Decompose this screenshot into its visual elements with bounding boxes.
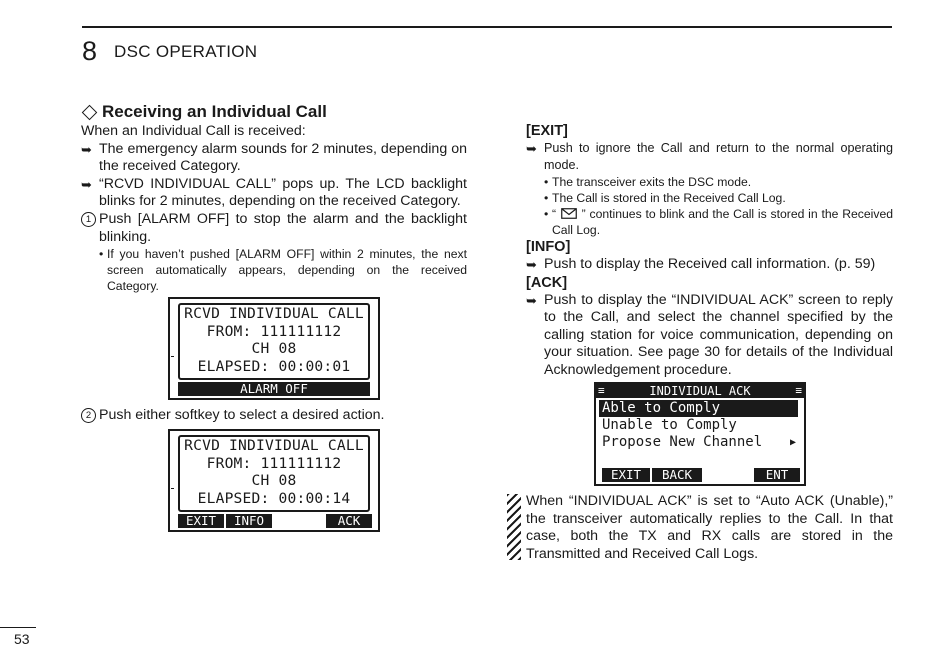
exit-softkey[interactable]: EXIT	[602, 468, 650, 482]
ack-title: INDIVIDUAL ACK	[649, 384, 751, 398]
chapter-title: DSC OPERATION	[114, 42, 258, 61]
bullet-text: The Call is stored in the Received Call Log.	[552, 191, 786, 205]
lcd-screen-received	[168, 429, 380, 532]
section-title: Receiving an Individual Call	[102, 102, 327, 121]
bullet-text: The transceiver exits the DSC mode.	[552, 175, 752, 189]
section-intro: When an Individual Call is received:	[81, 123, 306, 139]
exit-text: Push to ignore the Call and return to the normal operating mode.	[544, 141, 893, 172]
bullet-icon: •	[544, 207, 549, 221]
step-1-note	[81, 246, 467, 294]
bullet-icon: •	[99, 247, 104, 262]
lcd-line: FROM: 111111112	[206, 322, 342, 340]
alarm-off-softkey[interactable]: ALARM OFF	[240, 381, 308, 396]
bullet-text: If you haven’t pushed [ALARM OFF] within 2 minutes, the next screen automatically appears, depending on the received Category.	[107, 247, 467, 294]
arrow-icon: ➥	[81, 176, 92, 192]
bullet-icon: •	[544, 175, 549, 189]
section-heading	[81, 102, 467, 122]
lcd-display	[178, 435, 370, 512]
info-description	[526, 256, 893, 274]
info-softkey[interactable]: INFO	[226, 514, 272, 528]
lcd-line: CH 08	[251, 472, 297, 489]
lcd-screen-alarm	[168, 297, 380, 400]
menu-icon: ≡	[598, 384, 605, 397]
exit-description	[526, 140, 893, 174]
note-text: When “INDIVIDUAL ACK” is set to “Auto ACK (Unable),” the transceiver automatically replies to the Call. In that case, both the TX and RX calls are stored in the Transmitted and Received Call Logs.	[526, 493, 893, 563]
diamond-icon	[82, 104, 98, 120]
chevron-right-icon: ▶	[789, 437, 796, 448]
bullet-icon: •	[544, 191, 549, 205]
tick-mark	[171, 356, 174, 357]
menu-item-propose-new-channel[interactable]	[599, 434, 798, 451]
exit-bullet	[526, 174, 893, 190]
softkey-bar	[178, 514, 370, 528]
note-icon	[507, 494, 521, 560]
softkey-bar	[178, 382, 370, 396]
list-item-text: The emergency alarm sounds for 2 minutes, depending on the received Category.	[99, 140, 467, 175]
step-number-icon: 1	[81, 212, 96, 227]
exit-bullet	[526, 190, 893, 206]
lcd-line: FROM: 111111112	[206, 454, 342, 472]
lcd-line: ELAPSED: 00:00:14	[197, 489, 351, 507]
bullet-quote-open: “	[552, 207, 557, 221]
lcd-line: RCVD INDIVIDUAL CALL	[184, 305, 364, 322]
bullet-text: ” continues to blink and the Call is stored in the Received Call Log.	[552, 207, 894, 237]
page-number-rule	[0, 627, 36, 628]
list-item	[81, 176, 467, 211]
arrow-icon: ➥	[526, 141, 537, 156]
header-rule	[82, 26, 892, 28]
ack-text: Push to display the “INDIVIDUAL ACK” screen to reply to the Call, and select the channel specified by the calling station for voice communication, depending on your situation. See page 30 for details of the Individual Acknowledgement procedure.	[544, 291, 893, 378]
info-key-label: [INFO]	[526, 239, 571, 255]
ack-key-label: [ACK]	[526, 274, 568, 291]
list-item-text: “RCVD INDIVIDUAL CALL” pops up. The LCD backlight blinks for 2 minutes, depending on the received Category.	[99, 175, 467, 210]
step-2	[81, 407, 467, 425]
ent-softkey[interactable]: ENT	[754, 468, 800, 482]
step-text: Push either softkey to select a desired action.	[99, 407, 385, 423]
menu-item-unable-to-comply[interactable]	[599, 417, 798, 434]
step-1	[81, 211, 467, 246]
menu-item-label: Able to Comply	[602, 400, 721, 416]
exit-key-label: [EXIT]	[526, 123, 568, 139]
envelope-icon	[561, 208, 577, 219]
menu-icon: ≡	[795, 384, 802, 397]
back-softkey[interactable]: BACK	[652, 468, 702, 482]
menu-item-able-to-comply[interactable]	[599, 400, 798, 417]
ack-title-bar	[596, 384, 804, 398]
right-column	[526, 122, 893, 380]
lcd-line: RCVD INDIVIDUAL CALL	[184, 437, 364, 454]
list-item	[81, 141, 467, 176]
arrow-icon: ➥	[526, 292, 537, 308]
menu-item-label: Unable to Comply	[602, 417, 737, 433]
lcd-display	[178, 303, 370, 380]
arrow-icon: ➥	[526, 257, 537, 272]
page-number: 53	[14, 631, 30, 647]
menu-item-label: Propose New Channel	[602, 434, 763, 450]
lcd-line: CH 08	[251, 340, 297, 357]
chapter-number: 8	[82, 36, 98, 66]
info-text: Push to display the Received call information. (p. 59)	[544, 256, 876, 272]
lcd-line: ELAPSED: 00:00:01	[197, 357, 351, 375]
exit-bullet	[526, 206, 893, 238]
softkey-bar	[602, 468, 798, 482]
ack-description	[526, 292, 893, 380]
step-text: Push [ALARM OFF] to stop the alarm and the backlight blinking.	[99, 210, 467, 245]
tick-mark	[171, 488, 174, 489]
step-number-icon: 2	[81, 408, 96, 423]
lcd-screen-individual-ack	[594, 382, 806, 486]
arrow-icon: ➥	[81, 141, 92, 157]
left-column	[81, 102, 467, 294]
ack-softkey[interactable]: ACK	[326, 514, 372, 528]
exit-softkey[interactable]: EXIT	[178, 514, 225, 528]
